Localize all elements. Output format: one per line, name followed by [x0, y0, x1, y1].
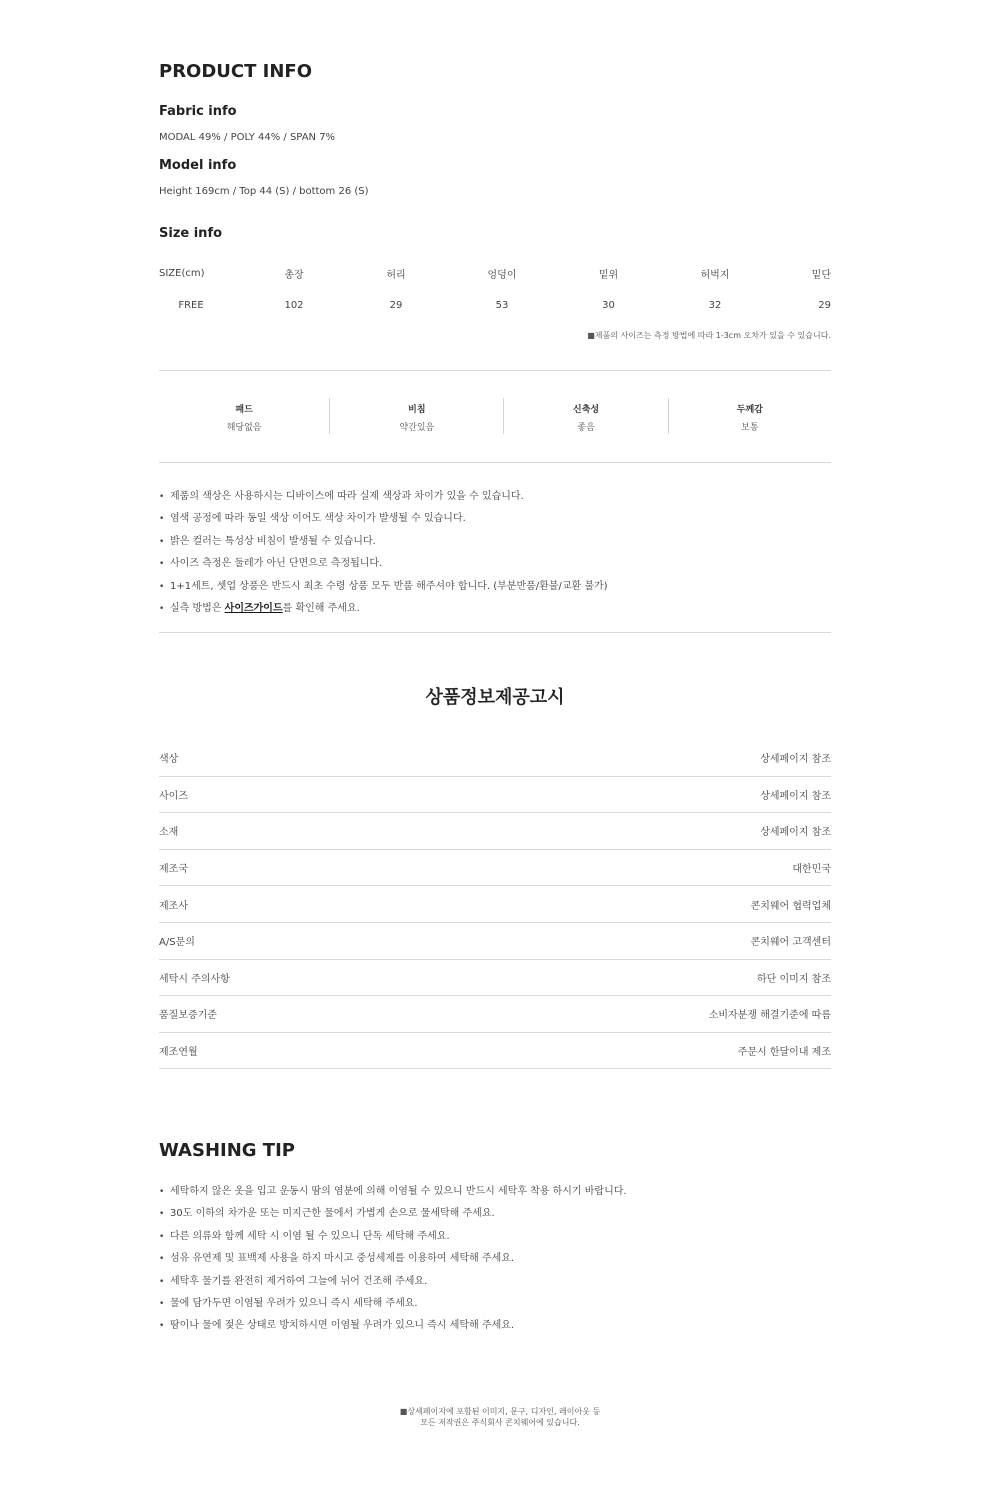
attribute-value: 보통 [741, 423, 759, 433]
model-info-heading: Model info [159, 158, 237, 173]
size-table-header: 총장 [284, 269, 304, 281]
size-table-cell: FREE [178, 299, 204, 311]
notice-value: 대한민국 [792, 864, 831, 876]
caution-item: • 사이즈 측정은 둘레가 아닌 단면으로 측정됩니다. [159, 553, 831, 575]
notice-row [159, 923, 831, 960]
divider [159, 632, 831, 633]
attribute-stretch [504, 398, 668, 434]
notice-row [159, 850, 831, 887]
notice-value: 콘치웨어 협력업체 [750, 900, 831, 912]
notice-label: 세탁시 주의사항 [159, 973, 230, 985]
caution-list [159, 486, 831, 620]
attribute-sheerness [330, 398, 504, 434]
fabric-info-heading: Fabric info [159, 104, 237, 119]
notice-label: 사이즈 [159, 790, 188, 802]
product-info-title: PRODUCT INFO [159, 61, 313, 82]
attribute-label: 신축성 [573, 405, 600, 415]
fabric-info-value: MODAL 49% / POLY 44% / SPAN 7% [159, 132, 336, 143]
notice-row [159, 740, 831, 777]
notice-value: 하단 이미지 참조 [757, 973, 831, 985]
caution-item: • 밝은 컬러는 특성상 비침이 발생될 수 있습니다. [159, 531, 831, 553]
washing-tip-title: WASHING TIP [159, 1140, 295, 1161]
washing-tip-item: • 물에 담가두면 이염될 우려가 있으니 즉시 세탁해 주세요. [159, 1293, 831, 1315]
attribute-value: 좋음 [577, 423, 595, 433]
notice-row [159, 996, 831, 1033]
caution-item: • 1+1세트, 셋업 상품은 반드시 최초 수령 상품 모두 반품 해주셔야 합니다. (부분반품/환불/교환 불가) [159, 576, 831, 598]
size-table-header: 밑단 [811, 269, 831, 281]
washing-tip-list [159, 1181, 831, 1338]
notice-row [159, 813, 831, 850]
washing-tip-item: • 땀이나 물에 젖은 상태로 방치하시면 이염될 우려가 있으니 즉시 세탁해 주세요. [159, 1315, 831, 1337]
notice-row [159, 1033, 831, 1070]
divider [159, 370, 831, 371]
attribute-value: 약간있음 [399, 423, 435, 433]
notice-label: 색상 [159, 754, 179, 766]
size-table [159, 257, 831, 321]
washing-tip-item: • 세탁후 물기를 완전히 제거하여 그늘에 뉘어 건조해 주세요. [159, 1271, 831, 1293]
notice-label: A/S문의 [159, 937, 195, 949]
notice-row [159, 777, 831, 814]
size-table-cell: 30 [602, 299, 615, 311]
notice-row [159, 960, 831, 997]
size-table-row [159, 289, 831, 321]
size-note: ■제품의 사이즈는 측정 방법에 따라 1-3cm 오차가 있을 수 있습니다. [587, 331, 831, 340]
notice-value: 소비자분쟁 해결기준에 따름 [708, 1010, 831, 1022]
size-table-cell: 32 [708, 299, 722, 311]
notice-row [159, 886, 831, 923]
notice-table [159, 740, 831, 1069]
size-table-header: 허벅지 [700, 269, 730, 281]
caution-text: 실측 방법은 [170, 602, 225, 614]
copyright-line: ■상세페이지에 포함된 이미지, 문구, 디자인, 레이아웃 등 [399, 1407, 601, 1416]
notice-label: 품질보증기준 [159, 1010, 217, 1022]
attribute-pad [159, 398, 330, 434]
size-guide-link[interactable]: 사이즈가이드 [224, 602, 283, 614]
notice-label: 소재 [159, 827, 179, 839]
copyright-footer [0, 1406, 1000, 1428]
size-info-heading: Size info [159, 226, 223, 241]
caution-item: • 염색 공정에 따라 동일 색상 이어도 색상 차이가 발생될 수 있습니다. [159, 508, 831, 530]
notice-value: 상세페이지 참조 [760, 827, 831, 839]
notice-value: 콘치웨어 고객센터 [750, 937, 831, 949]
notice-title: 상품정보제공고시 [425, 687, 565, 708]
notice-label: 제조사 [159, 900, 188, 912]
caution-text: 를 확인해 주세요. [282, 602, 360, 614]
notice-value: 주문시 한달이내 제조 [737, 1047, 831, 1059]
caution-item: • 제품의 색상은 사용하시는 디바이스에 따라 실제 색상과 차이가 있을 수 있습니다. [159, 486, 831, 508]
attribute-thickness [669, 398, 831, 434]
attribute-label: 두께감 [736, 405, 763, 415]
washing-tip-item: • 다른 의류와 함께 세탁 시 이염 될 수 있으니 단독 세탁해 주세요. [159, 1226, 831, 1248]
washing-tip-item: • 30도 이하의 차가운 또는 미지근한 물에서 가볍게 손으로 물세탁해 주세요. [159, 1203, 831, 1225]
size-table-cell: 102 [284, 299, 304, 311]
notice-value: 상세페이지 참조 [760, 790, 831, 802]
size-table-header: SIZE(cm) [159, 267, 205, 279]
size-table-header: 밑위 [598, 269, 619, 281]
notice-label: 제조연월 [159, 1047, 198, 1059]
divider [159, 462, 831, 463]
attribute-value: 해당없음 [226, 423, 262, 433]
size-table-cell: 29 [389, 299, 403, 311]
model-info-value: Height 169cm / Top 44 (S) / bottom 26 (S) [159, 186, 369, 197]
attribute-grid [159, 398, 831, 434]
attribute-label: 비침 [408, 405, 426, 415]
washing-tip-item: • 세탁하지 않은 옷을 입고 운동시 땀의 염분에 의해 이염될 수 있으니 반드시 세탁후 착용 하시기 바랍니다. [159, 1181, 831, 1203]
notice-value: 상세페이지 참조 [760, 754, 831, 766]
size-table-header: 엉덩이 [487, 269, 517, 281]
notice-label: 제조국 [159, 864, 188, 876]
size-table-header-row [159, 257, 831, 289]
copyright-line: 모든 저작권은 주식회사 콘치웨어에 있습니다. [420, 1418, 580, 1427]
size-table-header: 허리 [386, 269, 406, 281]
size-table-cell: 53 [495, 299, 509, 311]
attribute-label: 패드 [235, 405, 253, 415]
caution-item [159, 598, 831, 620]
washing-tip-item: • 섬유 유연제 및 표백제 사용을 하지 마시고 중성세제를 이용하여 세탁해 주세요. [159, 1248, 831, 1270]
size-table-cell: 29 [818, 299, 831, 311]
